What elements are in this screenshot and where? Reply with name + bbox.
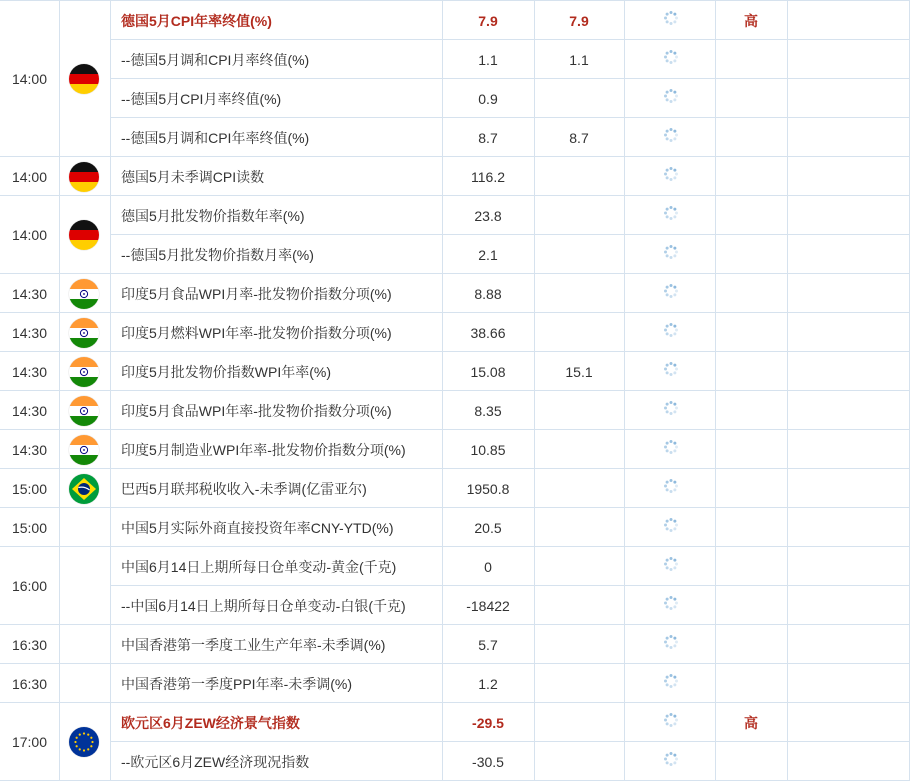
grid-line xyxy=(715,0,716,780)
event-time: 15:00 xyxy=(11,480,48,497)
event-name[interactable]: 中国5月实际外商直接投资年率CNY-YTD(%) xyxy=(121,519,394,536)
grid-line xyxy=(110,0,111,780)
previous-value: 1.2 xyxy=(478,675,498,692)
previous-value: 38.66 xyxy=(470,324,506,341)
previous-value: -29.5 xyxy=(472,714,504,731)
importance-label xyxy=(715,235,787,274)
previous-value: -18422 xyxy=(466,597,510,614)
loading-icon xyxy=(663,10,679,26)
event-name[interactable]: 中国香港第一季度PPI年率-未季调(%) xyxy=(121,675,352,692)
event-name[interactable]: 欧元区6月ZEW经济景气指数 xyxy=(121,714,300,731)
event-time: 14:30 xyxy=(11,324,48,341)
loading-icon xyxy=(663,439,679,455)
event-time: 15:00 xyxy=(11,519,48,536)
loading-icon xyxy=(663,244,679,260)
loading-icon xyxy=(663,712,679,728)
previous-value: 8.7 xyxy=(478,129,498,146)
event-name[interactable]: 德国5月批发物价指数年率(%) xyxy=(121,207,305,224)
importance-label xyxy=(715,274,787,313)
loading-icon xyxy=(663,283,679,299)
loading-icon xyxy=(663,478,679,494)
loading-icon xyxy=(663,88,679,104)
loading-icon xyxy=(663,673,679,689)
forecast-value xyxy=(534,625,624,664)
india-flag-icon xyxy=(69,279,99,309)
loading-icon xyxy=(663,517,679,533)
importance-label xyxy=(715,664,787,703)
event-name[interactable]: --中国6月14日上期所每日仓单变动-白银(千克) xyxy=(121,597,406,614)
forecast-value xyxy=(534,742,624,781)
event-time: 14:30 xyxy=(11,363,48,380)
loading-icon xyxy=(663,205,679,221)
loading-icon xyxy=(663,634,679,650)
forecast-value xyxy=(534,664,624,703)
event-name[interactable]: 印度5月燃料WPI年率-批发物价指数分项(%) xyxy=(121,324,392,341)
forecast-value xyxy=(534,157,624,196)
event-name[interactable]: 中国6月14日上期所每日仓单变动-黄金(千克) xyxy=(121,558,397,575)
importance-label xyxy=(715,547,787,586)
previous-value: 1950.8 xyxy=(466,480,510,497)
importance-label xyxy=(715,508,787,547)
germany-flag-icon xyxy=(69,220,99,250)
importance-label xyxy=(715,352,787,391)
grid-line xyxy=(442,0,443,780)
event-time: 14:00 xyxy=(11,71,48,87)
loading-icon xyxy=(663,400,679,416)
eu-flag-icon xyxy=(69,727,99,757)
previous-value: 1.1 xyxy=(478,51,498,68)
importance-label xyxy=(715,625,787,664)
previous-value: 10.85 xyxy=(470,441,506,458)
event-name[interactable]: 印度5月制造业WPI年率-批发物价指数分项(%) xyxy=(121,441,406,458)
importance-label xyxy=(715,79,787,118)
forecast-value: 15.1 xyxy=(565,363,593,380)
previous-value: 116.2 xyxy=(471,168,505,185)
importance-label: 高 xyxy=(744,12,758,29)
event-time: 14:00 xyxy=(11,168,48,185)
importance-label xyxy=(715,196,787,235)
germany-flag-icon xyxy=(69,162,99,192)
germany-flag-icon xyxy=(69,64,99,94)
brazil-flag-icon xyxy=(69,474,99,504)
previous-value: 2.1 xyxy=(478,246,498,263)
forecast-value: 1.1 xyxy=(569,51,589,68)
forecast-value xyxy=(534,79,624,118)
event-name[interactable]: 印度5月批发物价指数WPI年率(%) xyxy=(121,363,331,380)
importance-label: 高 xyxy=(744,714,758,731)
loading-icon xyxy=(663,361,679,377)
forecast-value xyxy=(534,586,624,625)
event-time: 14:30 xyxy=(11,285,48,302)
previous-value: 23.8 xyxy=(474,207,502,224)
forecast-value xyxy=(534,313,624,352)
previous-value: 15.08 xyxy=(470,363,506,380)
india-flag-icon xyxy=(69,318,99,348)
forecast-value xyxy=(534,196,624,235)
loading-icon xyxy=(663,595,679,611)
previous-value: 7.9 xyxy=(478,12,498,29)
importance-label xyxy=(715,430,787,469)
previous-value: 8.88 xyxy=(474,285,502,302)
event-name[interactable]: 中国香港第一季度工业生产年率-未季调(%) xyxy=(121,636,386,653)
event-time: 14:00 xyxy=(11,227,48,243)
importance-label xyxy=(715,586,787,625)
event-name[interactable]: --德国5月CPI月率终值(%) xyxy=(121,90,282,107)
event-name[interactable]: 巴西5月联邦税收收入-未季调(亿雷亚尔) xyxy=(121,480,367,497)
forecast-value xyxy=(534,235,624,274)
loading-icon xyxy=(663,751,679,767)
forecast-value xyxy=(534,547,624,586)
forecast-value xyxy=(534,703,624,742)
event-time: 16:30 xyxy=(11,636,48,653)
forecast-value: 8.7 xyxy=(569,129,589,146)
event-time: 14:30 xyxy=(11,402,48,419)
event-name[interactable]: 印度5月食品WPI年率-批发物价指数分项(%) xyxy=(121,402,392,419)
loading-icon xyxy=(663,49,679,65)
importance-label xyxy=(715,469,787,508)
grid-line xyxy=(787,0,788,780)
importance-label xyxy=(715,313,787,352)
previous-value: 0.9 xyxy=(478,90,498,107)
previous-value: 5.7 xyxy=(478,636,498,653)
loading-icon xyxy=(663,322,679,338)
grid-line xyxy=(624,0,625,780)
grid-line xyxy=(59,0,60,780)
event-time: 16:00 xyxy=(11,578,48,594)
event-time: 14:30 xyxy=(11,441,48,458)
forecast-value xyxy=(534,391,624,430)
event-name[interactable]: 印度5月食品WPI月率-批发物价指数分项(%) xyxy=(121,285,392,302)
event-name[interactable]: --德国5月调和CPI月率终值(%) xyxy=(121,51,310,68)
previous-value: 8.35 xyxy=(474,402,502,419)
forecast-value xyxy=(534,469,624,508)
event-time: 16:30 xyxy=(11,675,48,692)
importance-label xyxy=(715,40,787,79)
india-flag-icon xyxy=(69,357,99,387)
forecast-value xyxy=(534,430,624,469)
importance-label xyxy=(715,742,787,781)
loading-icon xyxy=(663,556,679,572)
importance-label xyxy=(715,157,787,196)
forecast-value xyxy=(534,274,624,313)
forecast-value xyxy=(534,508,624,547)
loading-icon xyxy=(663,166,679,182)
previous-value: -30.5 xyxy=(472,753,504,770)
event-name[interactable]: 德国5月未季调CPI读数 xyxy=(121,168,265,185)
event-name[interactable]: 德国5月CPI年率终值(%) xyxy=(121,12,272,29)
importance-label xyxy=(715,118,787,157)
loading-icon xyxy=(663,127,679,143)
event-time: 17:00 xyxy=(11,734,48,750)
previous-value: 0 xyxy=(484,558,492,575)
forecast-value: 7.9 xyxy=(569,12,589,29)
previous-value: 20.5 xyxy=(474,519,502,536)
importance-label xyxy=(715,391,787,430)
event-name[interactable]: --德国5月调和CPI年率终值(%) xyxy=(121,129,310,146)
india-flag-icon xyxy=(69,396,99,426)
grid-line xyxy=(534,0,535,780)
event-name[interactable]: --德国5月批发物价指数月率(%) xyxy=(121,246,314,263)
event-name[interactable]: --欧元区6月ZEW经济现况指数 xyxy=(121,753,310,770)
india-flag-icon xyxy=(69,435,99,465)
